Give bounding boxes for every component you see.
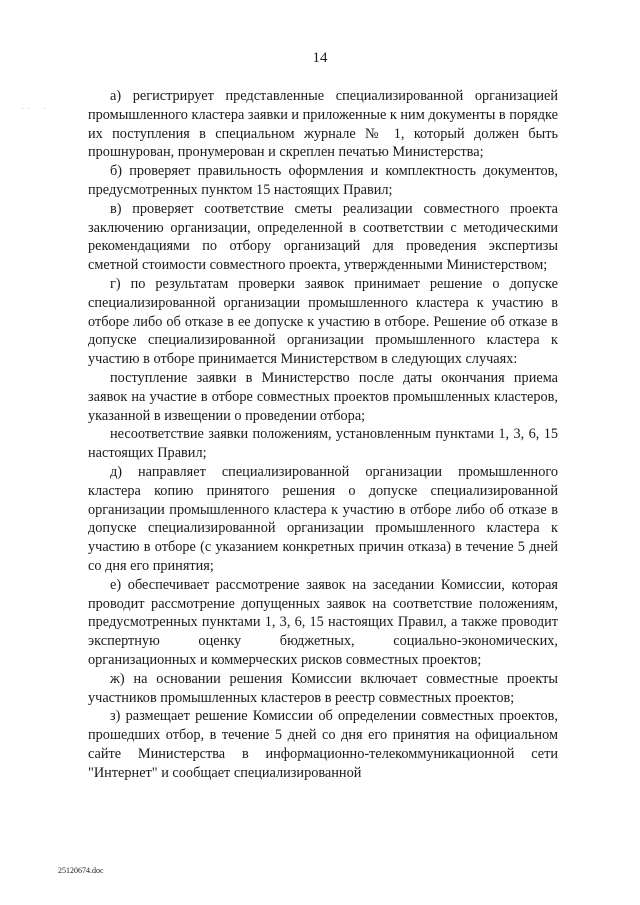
paragraph-g: г) по результатам проверки заявок принимает решение о допуске специализированной организации промышленного кластера к участию в отборе либо об отказе в ее допуске к участию в отборе. Решение об отказе в допуске специализированной организации промышленного кластера к участию в отборе принимается Министерством в следующих случаях: xyxy=(88,275,558,368)
paragraph-g-case-2: несоответствие заявки положениям, установленным пунктами 1, 3, 6, 15 настоящих Правил; xyxy=(88,426,558,462)
scan-mark xyxy=(28,108,29,109)
page-number: 14 xyxy=(312,50,328,66)
paragraph-e: е) обеспечивает рассмотрение заявок на заседании Комиссии, которая проводит рассмотрение допущенных заявок на соответствие положениям, предусмотренных пунктами 1, 3, 6, 15 настоящих Правил, а также проводит экспертную оценку бюджетных, социально-экономических, организационных и коммерческих рисков совместных проектов; xyxy=(88,576,558,668)
scan-mark xyxy=(44,108,45,109)
scan-mark xyxy=(22,108,23,109)
paragraph-z: з) размещает решение Комиссии об определении совместных проектов, прошедших отбор, в течение 5 дней со дня его принятия на официальном сайте Министерства в информационно-телекоммуникационной сети "Интернет" и сообщает специализированной xyxy=(88,708,558,781)
footer-file-name: 25120674.doc xyxy=(58,866,104,875)
paragraph-v: в) проверяет соответствие сметы реализации совместного проекта заключению организации, определенной в соответствии с методическими рекомендациями по отбору организаций для проведения экспертизы сметной стоимости совместного проекта, утвержденными Министерством; xyxy=(88,200,558,274)
paragraph-zh: ж) на основании решения Комиссии включает совместные проекты участников промышленных кластеров в реестр совместных проектов; xyxy=(88,670,558,706)
paragraph-b: б) проверяет правильность оформления и комплектность документов, предусмотренных пунктом 15 настоящих Правил; xyxy=(88,163,558,198)
paragraph-a: а) регистрирует представленные специализированной организацией промышленного кластера заявки и приложенные к ним документы в порядке их поступления в специальном журнале № 1, который должен быть прошнурован, пронумерован и скреплен печатью Министерства; xyxy=(88,88,558,161)
paragraph-g-case-1: поступление заявки в Министерство после даты окончания приема заявок на участие в отборе совместных проектов промышленных кластеров, указанной в извещении о проведении отбора; xyxy=(88,369,558,424)
paragraph-d: д) направляет специализированной организации промышленного кластера копию принятого решения о допуске специализированной организации промышленного кластера к участию в отборе либо об отказе в допуске специализированной организации промышленного кластера к участию в отборе (с указанием конкретных причин отказа) в течение 5 дней со дня его принятия; xyxy=(88,463,558,574)
document-body xyxy=(88,87,558,782)
